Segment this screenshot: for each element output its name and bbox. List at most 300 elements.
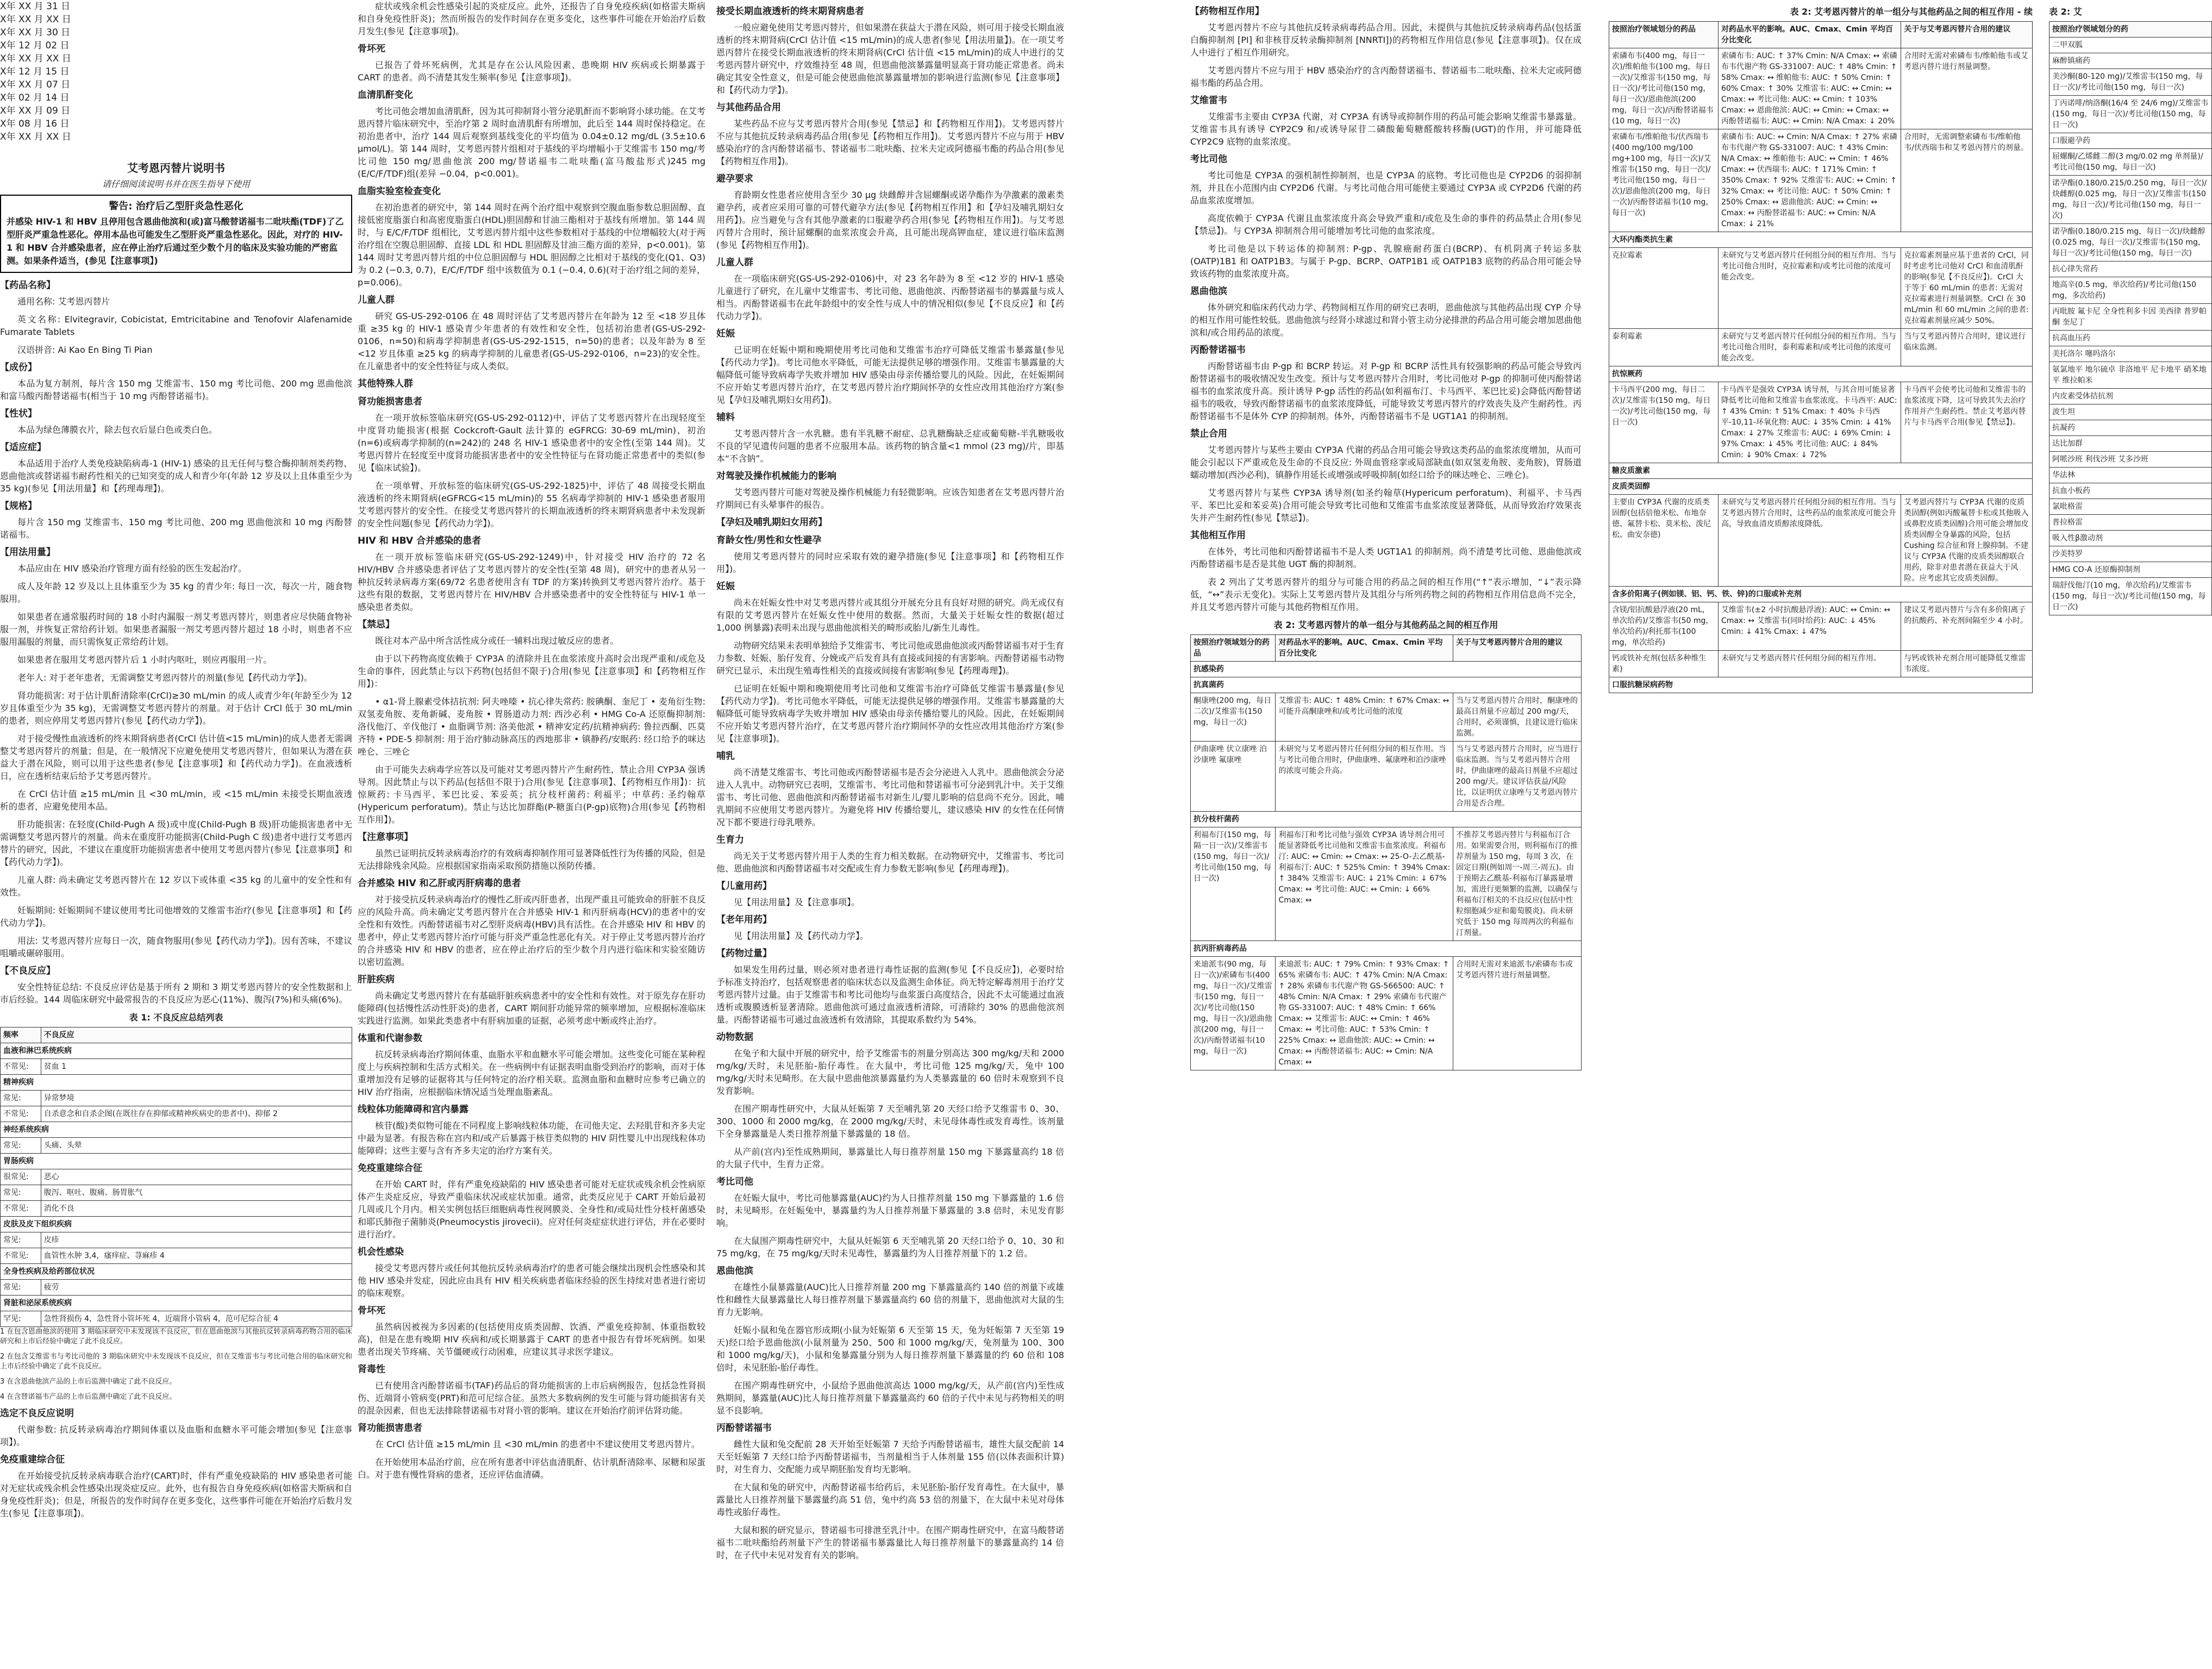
interaction-table-fragment <box>2049 21 2212 615</box>
table-cell: 建议艾考恩丙替片与含有多价阳离子的抗酸药、补充剂间隔至少 4 小时。 <box>1901 602 2033 651</box>
table-cell: 地高辛(0.5 mg，单次给药)/考比司他(150 mg，多次给药) <box>2049 277 2212 304</box>
table-cell: 常见: <box>1 1185 41 1201</box>
paragraph: 艾考恩丙替片不应与用于 HBV 感染治疗的含丙酚替诺福韦、替诺福韦二吡呋酯、拉米夫定或阿德福韦酯的药品合用。 <box>1190 65 1582 88</box>
table-row <box>1609 495 2033 587</box>
table-cell: 诺孕酯(0.180/0.215/0.250 mg，每日一次)/炔雌醇(0.025 mg，每日一次)/艾维雷韦(150 mg，每日一次)/考比司他(150 mg，每日一次) <box>2049 176 2212 224</box>
table-group-label: 血液和淋巴系统疾病 <box>1 1043 352 1059</box>
table-cell: 常见: <box>1 1280 41 1296</box>
table-cell: 索磷布韦: AUC: ↔ Cmin: N/A Cmax: ↑ 27% 索磷布韦代谢产物 GS-331007: AUC: ↑ 43% Cmin: N/A Cmax: ↔ 维帕他韦: AUC: ↔ Cmin: ↑ 46% Cmax: ↔ 伏西瑞韦: AUC: ↑ 171% Cmin: ↑ 350% Cmax: ↑ 92% 艾维雷韦: AUC: ↔ Cmin: ↑ 32% Cmax: ↔ 考比司他: AUC: ↑ 50% Cmin: ↑ 250% Cmax: ↔ 恩曲他滨: AUC: ↔ Cmin: ↔ Cmax: ↔ 丙酚替诺福韦: AUC: ↔ Cmin: N/A Cmax: ↓ 21% <box>1718 129 1901 232</box>
table-group-label: 胃肠疾病 <box>1 1154 352 1169</box>
table-row <box>2049 389 2212 404</box>
paragraph: 从产前(宫内)至性成熟期间，暴露量比人每日推荐剂量 150 mg 下暴露量高约 18 倍的大鼠子代中，生育力正常。 <box>716 1147 1064 1169</box>
table-group-row <box>1 1217 352 1232</box>
section-heading: 【禁忌】 <box>358 619 395 630</box>
table-cell: 艾维雷韦(±2 小时抗酸悬浮液): AUC: ↔ Cmin: ↔ Cmax: ↔ 艾维雷韦(同时给药): AUC: ↓ 45% Cmin: ↓ 41% Cmax: ↓ 47% <box>1718 602 1901 651</box>
table-cell: 克拉霉素剂量应基于患者的 CrCl，同时考虑考比司他对 CrCl 和血清肌酐的影响(参见【不良反应】)。CrCl 大于等于 60 mL/min 的患者: 无需对克拉霉素进行剂量调整。CrCl 在 30 mL/min 和 60 mL/min 之间的患者: 克拉霉素剂量应减少 50%。 <box>1901 248 2033 329</box>
table-row <box>2049 69 2212 96</box>
table-cell: 罕见: <box>1 1311 41 1327</box>
table-cell: 利福布汀(150 mg，每隔一日一次)/艾维雷韦(150 mg，每日一次)/考比司他(150 mg，每日一次) <box>1191 827 1276 941</box>
section-heading: 艾维雷韦 <box>1190 95 1227 106</box>
table-row <box>1609 129 2033 232</box>
paragraph: 已证明在妊娠中期和晚期使用考比司他和艾维雷韦治疗可降低艾维雷韦暴露量(参见【药代动力学】)。考比司他水平降低，可能无法提供足够的增强作用。艾维雷韦暴露量的大幅降低可能导致病毒学失败并增加 HIV 感染由母亲传播给婴儿的风险。因此，在妊娠期间不应开始艾考恩丙替片治疗，在艾考恩丙替片治疗期间怀孕的女性应改用其他治疗方案(参见【注意事项】)。 <box>716 683 1064 744</box>
paragraph: 体外研究和临床药代动力学、药物间相互作用的研究已表明，恩曲他滨与其他药品出现 CYP 介导的相互作用可能性较低。恩曲他滨与经肾小球滤过和肾小管主动分泌排泄的药品合用可能会增加恩曲他滨和/或合用药品的浓度。 <box>1190 302 1582 338</box>
column-3 <box>716 0 1064 1669</box>
table-cell: 酮康唑(200 mg，每日二次)/艾维雷韦(150 mg，每日一次) <box>1191 693 1276 742</box>
section-heading: 合并感染 HIV 和乙肝或丙肝病毒的患者 <box>358 878 521 889</box>
paragraph: 育龄期女性患者应使用含至少 30 μg 炔雌醇并含屈螺酮或诺孕酯作为孕激素的激素类避孕药，或者应采用可靠的可替代避孕方法(参见【药物相互作用】和【孕妇及哺乳期妇女用药】)。应当避免与含有其他孕激素的口服避孕药合用(参见【药物相互作用】)。与艾考恩丙替片合用时，预计屈螺酮的血浆浓度会升高，且可能出现高钾血症，建议进行临床监测(参见【药物相互作用】)。 <box>716 190 1064 250</box>
table-1-caption: 表 1: 不良反应总结列表 <box>129 1012 223 1023</box>
paragraph: • α1-肾上腺素受体拮抗剂: 阿夫唑嗪 • 抗心律失常药: 胺碘酮、奎尼丁 • 麦角衍生物: 双氢麦角胺、麦角新碱、麦角胺 • 胃肠道动力剂: 西沙必利 • HMG Co-A 还原酶抑制剂: 洛伐他汀、辛伐他汀 • 血脂调节剂: 洛美他派 • 精神安定药/抗精神病药: 鲁拉西酮、匹莫齐特 • PDE-5 抑制剂: 用于治疗肺动脉高压的西地那非 • 镇静药/安眠药: 经口给予的咪达唑仑、三唑仑 <box>358 696 705 757</box>
section-heading: 育龄女性/男性和女性避孕 <box>716 535 822 546</box>
table-cell: 伊曲康唑 伏立康唑 泊沙康唑 氟康唑 <box>1191 742 1276 812</box>
table-cell: 华法林 <box>2049 468 2212 483</box>
paragraph: 在开始接受抗反转录病毒联合治疗(CART)时，伴有严重免疫缺陷的 HIV 感染患者可能对无症状或残余机会性感染出现炎症反应。此外，也有报告自身免疫疾病(如格雷夫斯病和自身免疫性肝炎)；但是，所报告的发作时间存在更多变化，这些事件可能在开始治疗后数月发生(参见【注意事项】)。 <box>0 1471 352 1518</box>
section-heading: 血清肌酐变化 <box>358 90 413 101</box>
section-heading: 血脂实验室检查变化 <box>358 186 441 197</box>
table-row <box>2049 420 2212 436</box>
table-group-label: 抗惊厥药 <box>1609 366 2033 382</box>
paragraph: 肝功能损害: 在轻度(Child-Pugh A 级)或中度(Child-Pugh B 级)肝功能损害患者中无需调整艾考恩丙替片的剂量。尚未在重度肝功能损害(Child-Pugh C 级)患者中进行艾考恩丙替片的研究，因此，不建议在重度肝功能损害患者中使用艾考恩丙替片(参见【注意事项】和【药代动力学】)。 <box>0 819 352 867</box>
paragraph: 考比司他会增加血清肌酐，因为其可抑制肾小管分泌肌酐而不影响肾小球功能。在艾考恩丙替片临床研究中，至治疗第 2 周时血清肌酐有所增加，此后至 144 周时保持稳定。在初治患者中，治疗 144 周后观察到基线变化的平均值为 0.04±0.12 mg/dL (3.5±10.6 μmol/L)。第 144 周时，艾考恩丙替片组相对于基线的平均增幅小于艾维雷韦 150 mg/考比司他 150 mg/恩曲他滨 200 mg/替诺福韦二吡呋酯(富马酸盐形式)245 mg (E/C/F/TDF)组(差异 −0.04，p<0.001)。 <box>358 106 706 179</box>
table-2-caption: 表 2: 艾考恩丙替片的单一组分与其他药品之间的相互作用 <box>1273 620 1498 630</box>
table-cell: 不常见: <box>1 1201 41 1217</box>
table-cell: 普拉格雷 <box>2049 515 2212 531</box>
section-heading: 儿童人群 <box>358 295 395 306</box>
paragraph: 艾考恩丙替片可能对驾驶及操作机械能力有轻微影响。应该告知患者在艾考恩丙替片治疗期间已有头晕事件的报告。 <box>716 487 1065 510</box>
table-cell: 艾维雷韦: AUC: ↑ 48% Cmin: ↑ 67% Cmax: ↔ 可能升高酮康唑和/或考比司他的浓度 <box>1276 693 1453 742</box>
table-cell: 波生坦 <box>2049 404 2212 420</box>
section-heading: 辅料 <box>716 412 735 423</box>
table-group-row <box>1 1264 352 1280</box>
table-row <box>2049 452 2212 468</box>
paragraph: 对于接受慢性血液透析的终末期肾病患者(CrCl 估计值<15 mL/min)的成人患者无需调整艾考恩丙替片的剂量；但是，在一般情况下应避免使用艾考恩丙替片，但如果认为潜在获益大于潜在风险，则可以用于这些患者(参见【注意事项】和【药代动力学】)。在血液透析日，应在透析结束后给予艾考恩丙替片。 <box>0 733 352 781</box>
table-row <box>1 1280 352 1296</box>
table-row <box>1 1185 352 1201</box>
section-heading: 骨坏死 <box>358 43 385 54</box>
table-row <box>2049 346 2212 362</box>
table-group-label: 皮质类固醇 <box>1609 479 2033 495</box>
table-header-cell: 频率 <box>1 1027 41 1043</box>
table-cell: 丁丙诺啡/纳洛酮(16/4 至 24/6 mg)/艾维雷韦(150 mg，每日一次)/考比司他(150 mg，每日一次) <box>2049 96 2212 133</box>
paragraph: 在一项开放标签临床研究(GS-US-292-1249)中，针对接受 HIV 治疗的 72 名 HIV/HBV 合并感染患者评估了艾考恩丙替片的安全性(至第 48 周)，研究中的患者从另一种抗反转录病毒方案(69/72 名患者使用含有 TDF 的方案)转换到艾考恩丙替片治疗。基于这些有限的数据，艾考恩丙替片在 HIV/HBV 合并感染患者中的安全性特征与 HIV-1 单一感染患者类似。 <box>358 552 705 612</box>
document-title: 艾考恩丙替片说明书 <box>127 161 225 175</box>
table-row <box>1 1169 352 1185</box>
table-group-row <box>1 1075 352 1091</box>
paragraph: 研究 GS-US-292-0106 在 48 周时评估了艾考恩丙替片在年龄为 12 至 <18 岁且体重 ≥35 kg 的 HIV-1 感染青少年患者的有效性和安全性，包括初治患者(GS-US-292-0106，n=50)和病毒学抑制患者(GS-US-292-1515，n=50)的患者；以及年龄为 8 至 <12 岁且体重 ≥25 kg 的病毒学抑制的儿童患者(GS-US-292-0106，n=23)的安全性。在儿童患者中的安全性特征与成人类似。 <box>358 311 705 371</box>
paragraph: 在开始 CART 时，伴有严重免疫缺陷的 HIV 感染患者可能对无症状或残余机会性病原体产生炎症反应，导致严重临床状况或症状加重。通常，此类反应见于 CART 开始后最初几周或几个月内。相关实例包括巨细胞病毒性视网膜炎、全身性和/或局灶性分枝杆菌感染和耶氏肺孢子菌肺炎(Pneumocystis jirovecii)。应对任何炎症症状进行评估，并在必要时进行治疗。 <box>358 1179 705 1240</box>
table-row <box>1609 329 2033 366</box>
revision-date: X年 12 月 02 日 <box>0 40 70 51</box>
revision-date: X年 XX 月 XX 日 <box>0 53 71 64</box>
table-cell: 二甲双胍 <box>2049 38 2212 53</box>
paragraph: 艾考恩丙替片与某些主要由 CYP3A 代谢的药品合用可能会导致这类药品的血浆浓度增加，从而可能会引起以下严重或危及生命的不良反应: 外周血管痉挛或局部缺血(如双氢麦角胺、麦角胺)，胃肠道蠕动增加(西沙必利)，镇静作用延长或增强或呼吸抑制(如经口给予的咪达唑仑、三唑仑)。 <box>1190 445 1582 480</box>
revision-date: X年 12 月 15 日 <box>0 66 70 77</box>
table-row <box>2049 468 2212 483</box>
table-cell: 诺孕酯(0.180/0.215 mg，每日一次)/炔雌醇(0.025 mg，每日一次)/艾维雷韦(150 mg，每日一次)/考比司他(150 mg，每日一次) <box>2049 224 2212 261</box>
table-cell: 贫血 1 <box>41 1059 352 1075</box>
table-cell: 抗凝药 <box>2049 420 2212 436</box>
section-heading: 恩曲他滨 <box>716 1266 753 1276</box>
paragraph: 在雄性小鼠暴露量(AUC)比人日推荐剂量 200 mg 下暴露量高约 140 倍的剂量下或雄性和雌性大鼠暴露量比人每日推荐剂量下暴露量高约 60 倍的剂量下，恩曲他滨对大鼠的生育力无影响。 <box>716 1282 1064 1317</box>
table-footnote: 1 在包含恩曲他滨的使用 3 期临床研究中未发现该不良反应，但在恩曲他滨与其他抗反转录病毒药物合用的临床研究和上市后经验中确定了此不良反应。 <box>0 1328 352 1346</box>
table-row <box>2049 133 2212 149</box>
revision-date: X年 02 月 14 日 <box>0 92 70 103</box>
table-group-row <box>1 1296 352 1311</box>
table-row <box>1191 827 1582 941</box>
table-row <box>1 1311 352 1327</box>
table-group-row <box>1 1122 352 1138</box>
table-cell: 吸入性β激动剂 <box>2049 531 2212 546</box>
table-cell: 未研究与艾考恩丙替片任何组分间的相互作用。 <box>1718 651 1901 677</box>
section-heading: 哺乳 <box>716 751 735 762</box>
section-list <box>358 0 705 1481</box>
table-row <box>1 1138 352 1154</box>
paragraph: 一般应避免使用艾考恩丙替片，但如果潜在获益大于潜在风险，则可用于接受长期血液透析的终末期肾病(CrCl 估计值 <15 mL/min)的成人患者(参见【用法用量】)。在一项艾考恩丙替片在接受长期血液透析的终末期肾病(CrCl 估计值 <15 mL/min)的成人中进行的艾考恩丙替片研究中，疗效维持至 48 周，但恩曲他滨暴露量明显高于肾功能正常患者。尚未确定其安全性意义，但是可能会使恩曲他滨暴露量增加的影响进行监测(参见【注意事项】和【药代动力学】)。 <box>716 22 1065 95</box>
table-cell: 当与艾考恩丙替片合用时，酮康唑的最高日剂量不应超过 200 mg/天，合用时，必须谨慎，且建议进行临床监测。 <box>1453 693 1582 742</box>
paragraph: 在体外，考比司他和丙酚替诺福韦不是人类 UGT1A1 的抑制剂。尚不清楚考比司他、恩曲他滨或丙酚替诺福韦是否是其他 UGT 酶的抑制剂。 <box>1190 546 1582 569</box>
table-cell: 美沙酮(80-120 mg)/艾维雷韦(150 mg，每日一次)/考比司他(150 mg，每日一次) <box>2049 69 2212 96</box>
boxed-warning-title: 警告: 治疗后乙型肝炎急性恶化 <box>109 201 243 212</box>
table-cell: 抗心律失常药 <box>2049 261 2212 277</box>
section-heading: 生育力 <box>716 834 744 845</box>
table-cell: 泰利霉素 <box>1609 329 1719 366</box>
table-row <box>1609 248 2033 329</box>
paragraph: 在大鼠和兔的研究中，丙酚替诺福韦给药后，未见胚胎-胎仔发育毒性。在大鼠中，暴露量比人日推荐剂量下暴露量约高 51 倍，兔中约高 53 倍的剂量下，在大鼠中未见对母体毒性或胎仔毒性。 <box>716 1482 1064 1517</box>
paragraph: 老年人: 对于老年患者，无需调整艾考恩丙替片的剂量(参见【药代动力学】)。 <box>17 672 313 683</box>
paragraph: 本品适用于治疗人类免疫缺陷病毒-1 (HIV-1) 感染的且无任何与整合酶抑制剂类药物、恩曲他滨或替诺福韦耐药性相关的已知突变的成人和青少年(年龄 12 岁及以上且体重至少为 35 kg)(参见【用法用量】和【药理毒理】)。 <box>0 458 352 494</box>
section-heading: 肝脏疾病 <box>358 974 395 985</box>
paragraph: 已报告了骨坏死病例，尤其是存在公认风险因素、患晚期 HIV 疾病或长期暴露于 CART 的患者。尚不清楚其发生频率(参见【注意事项】)。 <box>358 60 705 83</box>
table-group-label: 全身性疾病及给药部位状况 <box>1 1264 352 1280</box>
section-heading: 妊娠 <box>716 581 735 592</box>
paragraph: 接受艾考恩丙替片或任何其他抗反转录病毒治疗的患者可能会继续出现机会性感染和其他 HIV 感染并发症，因此应由具有 HIV 相关疾病患者临床经验的医生持续对患者进行密切的临床观察。 <box>358 1263 706 1298</box>
table-header-cell: 关于与艾考恩丙替片合用的建议 <box>1901 22 2033 48</box>
table-group-row <box>1191 662 1582 677</box>
section-heading: 妊娠 <box>716 328 735 339</box>
table-group-label: 抗真菌药 <box>1191 677 1582 693</box>
paragraph: 用法: 艾考恩丙替片应每日一次，随食物服用(参见【药代动力学】)。因有苦味，不建议咀嚼或碾碎服用。 <box>0 936 352 958</box>
section-heading: 骨坏死 <box>358 1305 385 1316</box>
paragraph: 通用名称: 艾考恩丙替片 <box>17 296 110 307</box>
table-group-label: 神经系统疾病 <box>1 1122 352 1138</box>
revision-date: X年 XX 月 XX 日 <box>0 14 71 25</box>
paragraph: 在兔子和大鼠中开展的研究中，给予艾维雷韦的剂量分别高达 300 mg/kg/天和 2000 mg/kg/天时，未见胚胎-胎仔毒性。在大鼠中，考比司他 125 mg/kg/天，兔中 100 mg/kg/天时未见畸形。在大鼠中恩曲他滨暴露量约为人类暴露量的 60 倍时未观察到不良发育影响。 <box>716 1048 1064 1096</box>
revision-date: X年 XX 月 31 日 <box>0 1 71 12</box>
paragraph: 考比司他是 CYP3A 的强机制性抑制剂，也是 CYP3A 的底物。考比司他也是 CYP2D6 的弱抑制剂，并且在小范围内由 CYP2D6 代谢。与考比司他合用可能使主要通过 CYP3A 或 CYP2D6 代谢的药品血浆浓度增加。 <box>1190 170 1582 205</box>
paragraph: 由于可能失去病毒学应答以及可能对艾考恩丙替片产生耐药性，禁止合用 CYP3A 强诱导剂。因此禁止与以下药品(包括但不限于)合用(参见【注意事项】、【药物相互作用】)：抗惊厥药: 卡马西平、苯巴比妥、苯妥英；抗分枝杆菌药: 利福平；中草药: 圣约翰草 (Hypericum perforatum)。禁止与达比加群酯(P-糖蛋白(P-gp)底物)合用(参见【药物相互作用】)。 <box>358 764 705 825</box>
section-heading: 其他相互作用 <box>1190 530 1246 541</box>
table-row <box>2049 224 2212 261</box>
paragraph: 如果患者在通常服药时间的 18 小时内漏服一剂艾考恩丙替片，则患者应尽快随食物补服一剂，并恢复正常给药计划。如果患者漏服一剂艾考恩丙替片超过 18 小时，则患者不应服用漏服的剂量，而只需恢复正常给药计划。 <box>0 612 352 647</box>
table-header-cell: 按照治疗领域划分的药品 <box>1609 22 1719 48</box>
table-cell: 氯吡格雷 <box>2049 499 2212 515</box>
table-row <box>2049 499 2212 515</box>
table-cell: 不常见: <box>1 1248 41 1264</box>
paragraph: 对于接受抗反转录病毒治疗的慢性乙肝或丙肝患者，出现严重且可能致命的肝脏不良反应的风险升高。尚未确定艾考恩丙替片在合并感染 HIV-1 和丙肝病毒(HCV)的患者中的安全性和有效性。丙酚替诺福韦对乙型肝炎病毒(HBV)具有活性。在合并感染 HIV 和 HBV 的患者中，停止艾考恩丙替片治疗可能与肝炎严重急性恶化有关。对于停止艾考恩丙替片治疗的合并感染 HIV 和 HBV 的患者，应在停止治疗后的至少数个月内进行临床和实验室随访以密切监测。 <box>358 894 706 967</box>
table-header-cell: 不良反应 <box>41 1027 352 1043</box>
table-cell: 未研究与艾考恩丙替片任何组分间的相互作用。当与考比司他合用时，伊曲康唑、氟康唑和泊沙康唑的浓度可能会升高。 <box>1276 742 1453 812</box>
paragraph: 每片含 150 mg 艾维雷韦、150 mg 考比司他、200 mg 恩曲他滨和 10 mg 丙酚替诺福韦。 <box>0 517 352 540</box>
table-row <box>1609 602 2033 651</box>
paragraph: 由于以下药物高度依赖于 CYP3A 的清除并且在血浆浓度升高时会出现严重和/或危及生命的事件，因此禁止与以下药物(包括但不限于)合用(参见【注意事项】和【药物相互作用】)： <box>358 653 705 689</box>
section-heading: 【老年用药】 <box>716 914 772 925</box>
paragraph: 在一项临床研究(GS-US-292-0106)中，对 23 名年龄为 8 至 <12 岁的 HIV-1 感染儿童进行了研究，在儿童中艾维雷韦、考比司他、恩曲他滨、丙酚替诺福韦的暴露量与成人相当。丙酚替诺福韦在此年龄组中的安全性与成人中的情况相似(参见【不良反应】和【药代动力学】)。 <box>716 273 1065 321</box>
table-row <box>1 1106 352 1122</box>
table-cell: 自杀意念和自杀企图(在既往存在抑郁或精神疾病史的患者中)、抑郁 2 <box>41 1106 352 1122</box>
table-cell: 未研究与艾考恩丙替片任何组分间的相互作用。当与考比司他合用时，泰利霉素和/或考比司他的浓度可能会改变。 <box>1718 329 1901 366</box>
table-row <box>2049 304 2212 331</box>
table-group-row <box>1191 941 1582 957</box>
paragraph: 本品为绿色薄膜衣片，除去包衣后显白色或类白色。 <box>17 425 218 435</box>
table-group-row <box>1 1154 352 1169</box>
paragraph: 艾考恩丙替片与某些 CYP3A 诱导剂(如圣约翰草(Hypericum perforatum)、利福平、卡马西平、苯巴比妥和苯妥英)合用可能会导致考比司他和艾维雷韦血浆浓度显著降低，从而导致治疗效果丧失并产生耐药性(参见【禁忌】)。 <box>1190 488 1582 523</box>
table-group-row <box>1609 677 2033 693</box>
paragraph: 大鼠和猴的研究显示，替诺福韦可排泄至乳汁中。在围产期毒性研究中，在富马酸替诺福韦二吡呋酯给药剂量下产生的替诺福韦暴露量比人每日推荐剂量下的暴露量高约 14 倍时，在子代中未见对发育有关的影响。 <box>716 1525 1065 1560</box>
table-group-label: 糖皮质激素 <box>1609 463 2033 479</box>
adverse-reaction-table <box>0 1027 352 1327</box>
column-4 <box>1190 0 1582 1669</box>
table-cell: 常见: <box>1 1232 41 1248</box>
table-group-label: 含多价阳离子(例如镁、铝、钙、铁、锌)的口服或补充剂 <box>1609 587 2033 602</box>
table-cell: 达比加群 <box>2049 436 2212 452</box>
table-cell: 沙美特罗 <box>2049 546 2212 562</box>
table-cell: 恶心 <box>41 1169 352 1185</box>
section-heading: 【药品名称】 <box>0 280 55 291</box>
interaction-table-continued <box>1609 21 2033 693</box>
paragraph: 在妊娠大鼠中，考比司他暴露量(AUC)约为人日推荐剂量 150 mg 下暴露量的 1.6 倍时，未见畸形。在妊娠兔中，暴露量约为人日推荐剂量下暴露量的 3.8 倍时，未见发育影响。 <box>716 1193 1064 1228</box>
section-heading: 肾功能损害患者 <box>358 1423 422 1434</box>
paragraph: 高度依赖于 CYP3A 代谢且血浆浓度升高会导致严重和/或危及生命的事件的药品禁止合用(参见【禁忌】)。与 CYP3A 抑制剂合用可能增加考比司他的血浆浓度。 <box>1190 213 1582 236</box>
table-cell: 来迪派韦: AUC: ↑ 79% Cmin: ↑ 93% Cmax: ↑ 65% 索磷布韦: AUC: ↑ 47% Cmin: N/A Cmax: ↑ 28% 索磷布韦代谢产物 GS-566500: AUC: ↑ 48% Cmin: N/A Cmax: ↑ 29% 索磷布韦代谢产物 GS-331007: AUC: ↑ 48% Cmin: ↑ 66% Cmax: ↔ 艾维雷韦: AUC: ↔ Cmin: ↑ 46% Cmax: ↔ 考比司他: AUC: ↑ 53% Cmin: ↑ 225% Cmax: ↔ 恩曲他滨: AUC: ↔ Cmin: ↔ Cmax: ↔ 丙酚替诺福韦: AUC: ↔ Cmin: N/A Cmax: ↔ <box>1276 957 1453 1070</box>
section-heading: 动物数据 <box>716 1032 753 1043</box>
table-row <box>2049 53 2212 69</box>
paragraph: 在一项单臂、开放标签的临床研究(GS-US-292-1825)中，评估了 48 周接受长期血液透析的终末期肾病(eGFRCG<15 mL/min)的 55 名病毒学抑制的 HIV-1 感染患者服用艾考恩丙替片的安全性。在接受艾考恩丙替片的长期血液透析的终末期肾病患者中未发现新的安全性问题(参见【药代动力学】)。 <box>358 481 706 528</box>
paragraph: 妊娠期间: 妊娠期间不建议使用考比司他增效的艾维雷韦治疗(参见【注意事项】和【药代动力学】)。 <box>0 905 352 928</box>
column-5 <box>1609 0 2033 1669</box>
paragraph: 艾维雷韦主要由 CYP3A 代谢，对 CYP3A 有诱导或抑制作用的药品可能会影响艾维雷韦暴露量。艾维雷韦具有诱导 CYP2C9 和/或诱导尿苷二磷酸葡萄糖醛酸转移酶(UGT)的作用，并可能降低 CYP2C9 底物的血浆浓度。 <box>1190 111 1582 147</box>
section-heading: 【成份】 <box>0 362 37 373</box>
section-heading: 避孕要求 <box>716 173 753 184</box>
interaction-table <box>1190 634 1582 1070</box>
column-6 <box>2049 0 2209 1669</box>
paragraph: 虽然病因被视为多因素的(包括使用皮质类固醇、饮酒、严重免疫抑制、体重指数较高)，但是在患有晚期 HIV 疾病和/或长期暴露于 CART 的患者中报告有骨坏死病例。如果患者出现关节疼痛、关节僵硬或行动困难，应建议其寻求医学建议。 <box>358 1322 705 1357</box>
section-heading: 【注意事项】 <box>358 832 413 843</box>
table-cell: 钙或铁补充剂(包括多种维生素) <box>1609 651 1719 677</box>
section-heading: 其他特殊人群 <box>358 378 413 389</box>
table-row <box>2049 546 2212 562</box>
table-cell: 利福布汀和考比司他与强效 CYP3A 诱导剂合用可能显著降低考比司他和艾维雷韦血浆浓度。利福布汀: AUC: ↔ Cmin: ↔ Cmax: ↔ 25-O-去乙酰基-利福布汀: AUC: ↑ 525% Cmin: ↑ 394% Cmax: ↑ 384% 艾维雷韦: AUC: ↓ 21% Cmin: ↓ 67% Cmax: ↔ 考比司他: AUC: ↔ Cmin: ↓ 66% Cmax: ↔ <box>1276 827 1453 941</box>
table-cell: 丙吡胺 氟卡尼 全身性利多卡因 美西律 普罗帕酮 奎尼丁 <box>2049 304 2212 331</box>
table-cell: HMG CO-A 还原酶抑制剂 <box>2049 562 2212 578</box>
section-heading: 体重和代谢参数 <box>358 1033 422 1044</box>
table-cell: 未研究与艾考恩丙替片任何组分间的相互作用。当与考比司他合用时，克拉霉素和/或考比司他的浓度可能会改变。 <box>1718 248 1901 329</box>
table-row <box>2049 331 2212 346</box>
section-heading: 对驾驶及操作机械能力的影响 <box>716 471 836 482</box>
table-cell: 当与艾考恩丙替片合用时，应当进行临床监测。当与艾考恩丙替片合用时，伊曲康唑的最高日剂量不应超过 200 mg/天。建议评估获益/风险比，以证明伏立康唑与艾考恩丙替片合用是否合理。 <box>1453 742 1582 812</box>
section-heading: 【适应症】 <box>0 442 46 453</box>
table-cell: 合用时，无需调整索磷布韦/维帕他韦/伏西瑞韦和艾考恩丙替片的剂量。 <box>1901 129 2033 232</box>
table-cell: 卡马西平是强效 CYP3A 诱导剂，与其合用可能显著降低考比司他和艾维雷韦血浆浓度。卡马西平: AUC: ↑ 43% Cmin: ↑ 51% Cmax: ↑ 40% 卡马西平-10,11-环氧化物: AUC: ↓ 35% Cmin: ↓ 41% Cmax: ↓ 27% 艾维雷韦: AUC: ↓ 69% Cmin: ↓ 97% Cmax: ↓ 45% 考比司他: AUC: ↓ 84% Cmin: ↓ 90% Cmax: ↓ 72% <box>1718 382 1901 463</box>
table-row <box>2049 38 2212 53</box>
section-heading: 选定不良反应说明 <box>0 1408 74 1419</box>
paragraph: 已有使用含丙酚替诺福韦(TAF)药品后的肾功能损害的上市后病例报告，包括急性肾损伤、近端肾小管病变(PRT)和范可尼综合征。虽然大多数病例的发生可能与肾功能损害有关的混杂因素，但也无法排除替诺福韦对肾小管的影响。建议在开始治疗前评估肾功能。 <box>358 1380 705 1416</box>
table-2-continued-caption: 表 2: 艾考恩丙替片的单一组分与其他药品之间的相互作用 - 续 <box>1790 7 2033 17</box>
table-cell: 不推荐艾考恩丙替片与利福布汀合用。如果需要合用，则利福布汀的推荐剂量为 150 mg，每周 3 次，在固定日期(例如周一-周三-周五)。由于预期去乙酰基-利福布汀暴露量增加，需进行更频繁的监测，以确保与利福布汀相关的不良反应(包括中性粒细胞减少症和葡萄膜炎)。尚未研究低于 150 mg 每周两次的利福布汀剂量。 <box>1453 827 1582 941</box>
table-group-label: 口服抗糖尿病药物 <box>1609 677 2033 693</box>
section-heading: 线粒体功能障碍和宫内暴露 <box>358 1104 468 1115</box>
table-row <box>2049 531 2212 546</box>
paragraph: 动物研究结果未表明单独给予艾维雷韦、考比司他或恩曲他滨或丙酚替诺福韦对于生育力参数、妊娠、胎仔发育、分娩或产后发育具有直接或间接的有害影响。丙酚替诺福韦动物研究已显示，未出现生殖毒性相关的直接或间接有害影响(参见【药理毒理】)。 <box>716 640 1065 676</box>
paragraph: 艾考恩丙替片含一水乳糖。患有半乳糖不耐症、总乳糖酶缺乏症或葡萄糖-半乳糖吸收不良的罕见遗传问题的患者不应服用本品。该药物的钠含量<1 mmol (23 mg)/片，即基本“不含钠”。 <box>716 428 1064 464</box>
revision-date: X年 XX 月 07 日 <box>0 79 71 90</box>
paragraph: 在 CrCl 估计值 ≥15 mL/min 且 <30 mL/min 的患者中不建议使用艾考恩丙替片。 <box>375 1439 700 1449</box>
table-cell: 口服避孕药 <box>2049 133 2212 149</box>
paragraph: 成人及年龄 12 岁及以上且体重至少为 35 kg 的青少年: 每日一次，每次一片，随食物服用。 <box>0 581 352 604</box>
paragraph: 在一项开放标签临床研究(GS-US-292-0112)中，评估了艾考恩丙替片在出现轻度至中度肾功能损害(根据 Cockcroft-Gault 法计算的 eGFRCG: 30-69 mL/min)，初治(n=6)或病毒学抑制的(n=242)的 248 名 HIV-1 感染患者中的安全性(至第 144 周)。艾考恩丙替片在轻度至中度肾功能损害患者中的安全性特征与在肾功能正常患者中的类似(参见【临床试验】)。 <box>358 413 705 473</box>
section-list <box>1190 5 1582 613</box>
table-cell: 氨氯地平 地尔硫卓 非洛地平 尼卡地平 硝苯地平 维拉帕米 <box>2049 362 2212 389</box>
table-cell: 血管性水肿 3,4，瘙痒症、荨麻疹 4 <box>41 1248 352 1264</box>
paragraph: 艾考恩丙替片不应与其他抗反转录病毒药品合用。因此，未提供与其他抗反转录病毒药品(包括蛋白酶抑制剂 [PI] 和非核苷反转录酶抑制剂 [NNRTI])的药物相互作用信息(参见【注意事项】)。仅在成人中进行了相互作用研究。 <box>1190 22 1582 58</box>
paragraph: 丙酚替诺福韦由 P-gp 和 BCRP 转运。对 P-gp 和 BCRP 活性具有较强影响的药品可能会导致丙酚替诺福韦的吸收情况发生改变。预计与艾考恩丙替片合用时，考比司他对 P-gp 的抑制可使丙酚替诺福韦的血浆浓度升高。预计诱导 P-gp 活性的药品(如利福布汀、卡马西平、苯巴比妥)会降低丙酚替诺福韦的吸收，导致丙酚替诺福韦的血浆浓度降低，可能导致艾考恩丙替片的疗效丧失及产生耐药性。丙酚替诺福韦不是体外 CYP 的抑制剂。体外，丙酚替诺福韦不是 UGT1A1 的抑制剂。 <box>1190 361 1582 421</box>
revision-date-list <box>0 0 352 144</box>
paragraph: 安全性特征总结: 不良反应评估是基于所有 2 期和 3 期艾考恩丙替片的安全性数据和上市后经验。144 周临床研究中最常报告的不良反应为恶心(11%)、腹泻(7%)和头痛(6%)。 <box>0 982 352 1005</box>
table-cell: 常见: <box>1 1138 41 1154</box>
table-cell: 瑞舒伐他汀(10 mg，单次给药)/艾维雷韦(150 mg，每日一次)/考比司他(150 mg，每日一次) <box>2049 578 2212 615</box>
table-cell: 卡马西平会使考比司他和艾维雷韦的血浆浓度下降，这可导致其失去治疗作用并产生耐药性。禁止艾考恩丙替片与卡马西平合用(参见【禁忌】)。 <box>1901 382 2033 463</box>
table-cell: 未研究与艾考恩丙替片任何组分间的相互作用。当与艾考恩丙替片合用时，这些药品的血浆浓度可能会升高，导致血清皮质醇浓度降低。 <box>1718 495 1901 587</box>
paragraph: 表 2 列出了艾考恩丙替片的组分与可能合用的药品之间的相互作用(“↑”表示增加，“↓”表示降低，“↔”表示无变化)。实际上艾考恩丙替片及其组分与所列药物之间的药物相互作用信息尚不完全，并且艾考恩丙替片可能与其他药物相互作用。 <box>1190 577 1582 612</box>
table-group-label: 抗分枝杆菌药 <box>1191 812 1582 827</box>
section-heading: HIV 和 HBV 合并感染的患者 <box>358 535 482 546</box>
section-heading: 免疫重建综合征 <box>0 1454 65 1465</box>
section-heading: 肾毒性 <box>358 1364 385 1375</box>
table-group-label: 皮肤及皮下组织疾病 <box>1 1217 352 1232</box>
paragraph: 尚无关于艾考恩丙替片用于人类的生育力相关数据。在动物研究中，艾维雷韦、考比司他、恩曲他滨和丙酚替诺福韦对交配或生育力参数无影响(参见【药理毒理】)。 <box>716 851 1065 874</box>
section-list <box>0 279 352 1006</box>
section-heading: 丙酚替诺福韦 <box>716 1423 772 1434</box>
column-1 <box>0 0 355 1669</box>
table-group-label: 大环内酯类抗生素 <box>1609 232 2033 248</box>
table-group-row <box>1 1043 352 1059</box>
section-heading: 接受长期血液透析的终末期肾病患者 <box>716 6 864 17</box>
table-row <box>2049 176 2212 224</box>
table-row <box>1 1059 352 1075</box>
table-cell: 克拉霉素 <box>1609 248 1719 329</box>
table-group-row <box>1609 479 2033 495</box>
table-row <box>2049 436 2212 452</box>
paragraph: 本品应由在 HIV 感染治疗管理方面有经验的医生发起治疗。 <box>17 563 247 574</box>
table-group-row <box>1191 677 1582 693</box>
table-cell: 不常见: <box>1 1106 41 1122</box>
table-row <box>2049 362 2212 389</box>
section-heading: 【用法用量】 <box>0 547 55 558</box>
boxed-warning <box>0 195 352 273</box>
paragraph: 汉语拼音: Ai Kao En Bing Ti Pian <box>17 345 153 355</box>
section-heading: 【儿童用药】 <box>716 881 772 892</box>
table-row <box>1609 651 2033 677</box>
paragraph: 使用艾考恩丙替片的同时应采取有效的避孕措施(参见【注意事项】和【药物相互作用】)。 <box>716 551 1064 574</box>
table-cell: 很常见: <box>1 1169 41 1185</box>
table-cell: 卡马西平(200 mg，每日二次)/艾维雷韦(150 mg，每日一次)/考比司他(150 mg，每日一次) <box>1609 382 1719 463</box>
paragraph: 在围产期毒性研究中，小鼠给予恩曲他滨高达 1000 mg/kg/天，从产前(宫内)至性成熟期间，暴露量(AUC)比人每日推荐剂量下暴露量高约 60 倍的子代中未见与药物相关的明显不良影响。 <box>716 1380 1064 1416</box>
table-row <box>1191 957 1582 1070</box>
table-cell: 不常见: <box>1 1059 41 1075</box>
paragraph: 妊娠小鼠和兔在器官形成期(小鼠为妊娠第 6 天至第 15 天，兔为妊娠第 7 天至第 19 天)经口给予恩曲他滨(小鼠剂量为 250、500 和 1000 mg/kg/天，兔剂量为 100、300 和 1000 mg/kg/天)，小鼠和兔暴露量分别为人每日推荐剂量下暴露量的约 60 倍和 108 倍时，未见胚胎-胎仔毒性。 <box>716 1325 1064 1373</box>
section-heading: 与其他药品合用 <box>716 102 781 113</box>
column-2 <box>358 0 705 1669</box>
table-row <box>1609 382 2033 463</box>
table-cell: 合用时无需对来迪派韦/索磷布韦或艾考恩丙替片进行剂量调整。 <box>1453 957 1582 1070</box>
table-cell: 合用时无需对索磷布韦/维帕他韦或艾考恩丙替片进行剂量调整。 <box>1901 48 2033 129</box>
table-row <box>1609 48 2033 129</box>
paragraph: 某些药品不应与艾考恩丙替片合用(参见【禁忌】和【药物相互作用】)。艾考恩丙替片不应与其他抗反转录病毒药品合用(参见【药物相互作用】)。艾考恩丙替片不应与用于 HBV 感染治疗的含丙酚替诺福韦、替诺福韦二吡呋酯、拉米夫定或阿德福韦酯的药品合用(参见【药物相互作用】)。 <box>716 119 1064 166</box>
document-subtitle: 请仔细阅读说明书并在医生指导下使用 <box>102 179 250 189</box>
table-row <box>2049 277 2212 304</box>
paragraph: 在开始使用本品治疗前，应在所有患者中评估血清肌酐、估计肌酐清除率、尿糖和尿蛋白。对于患有慢性肾病的患者，还应评估血清磷。 <box>358 1457 706 1480</box>
section-heading: 【不良反应】 <box>0 966 55 976</box>
table-cell: 麻醉镇痛药 <box>2049 53 2212 69</box>
table-group-label: 精神疾病 <box>1 1075 352 1091</box>
table-group-label: 抗丙肝病毒药品 <box>1191 941 1582 957</box>
table-cell: 含镁/铝抗酸悬浮液(20 mL，单次给药)/艾维雷韦(50 mg，单次给药)/利托那韦(100 mg，单次给药) <box>1609 602 1719 651</box>
table-cell: 腹泻、呕吐、腹痛、肠胃胀气 <box>41 1185 352 1201</box>
table-cell: 疲劳 <box>41 1280 352 1296</box>
boxed-warning-text: 并感染 HIV-1 和 HBV 且停用包含恩曲他滨和(或)富马酸替诺福韦二吡呋酯(TDF)了乙型肝炎严重急性恶化。停用本品也可能发生乙型肝炎严重急性恶化。因此，对疗的 HIV-1 和 HBV 合并感染患者，应在停止治疗后通过至少数个月的临床及实验功能的严密监测。如果条件适当，(参见【注意事项】) <box>7 216 344 266</box>
revision-date: X年 XX 月 30 日 <box>0 27 71 38</box>
table-cell: 抗血小板药 <box>2049 483 2212 499</box>
table-cell: 头痛、头晕 <box>41 1138 352 1154</box>
paragraph: 在围产期毒性研究中，大鼠从妊娠第 7 天至哺乳第 20 天经口给予艾维雷韦 0、30、300、1000 和 2000 mg/kg，在 2000 mg/kg/天时，未见母体毒性或发育毒性。该剂量下全身暴露量是人类日推荐剂量下暴露量的 18 倍。 <box>716 1104 1064 1139</box>
table-row <box>2049 578 2212 615</box>
revision-date: X年 XX 月 09 日 <box>0 105 71 116</box>
section-heading: 考比司他 <box>1190 154 1227 165</box>
section-heading: 【药物相互作用】 <box>1190 6 1264 17</box>
paragraph: 如果患者在服用艾考恩丙替片后 1 小时内呕吐，则应再服用一片。 <box>17 655 272 665</box>
table-cell: 阿哌沙班 利伐沙班 艾多沙班 <box>2049 452 2212 468</box>
table-header-cell: 对药品水平的影响。AUC、Cmax、Cmin 平均百分比变化 <box>1276 635 1453 662</box>
section-heading: 免疫重建综合征 <box>358 1163 422 1174</box>
paragraph: 尚未在妊娠女性中对艾考恩丙替片或其组分开展充分且有良好对照的研究。尚无或仅有有限的艾考恩丙替片在妊娠女性中使用的数据。然而，大量关于妊娠女性的数据(超过 1,000 例暴露)表明未出现与恩曲他滨相关的畸形或胎儿/新生儿毒性。 <box>716 597 1065 633</box>
table-row <box>1 1201 352 1217</box>
section-list <box>716 5 1064 1561</box>
table-cell: 艾考恩丙替片与 CYP3A 代谢的皮质类固醇(例如丙酸氟替卡松或其他吸入或鼻腔皮质类固醇)合用可能会增加皮质类固醇全身暴露的风险，包括 Cushing 综合征和肾上腺抑制。不建议与 CYP3A 代谢的皮质类固醇联合用药，除非对患者潜在获益大于风险。应考虑其它皮质类固醇。 <box>1901 495 2033 587</box>
section-heading: 肾功能损害患者 <box>358 396 422 407</box>
table-cell: 当与艾考恩丙替片合用时，建议进行临床监测。 <box>1901 329 2033 366</box>
table-row <box>2049 483 2212 499</box>
paragraph: 见【用法用量】及【注意事项】。 <box>734 897 860 907</box>
paragraph: 本品为复方制剂，每片含 150 mg 艾维雷韦、150 mg 考比司他、200 mg 恩曲他滨和富马酸丙酚替诺福韦(相当于 10 mg 丙酚替诺福韦)。 <box>0 378 352 401</box>
table-cell: 索磷布韦: AUC: ↑ 37% Cmin: N/A Cmax: ↔ 索磷布韦代谢产物 GS-331007: AUC: ↑ 48% Cmin: ↑ 58% Cmax: ↔ 维帕他韦: AUC: ↑ 50% Cmin: ↑ 60% Cmax: ↑ 30% 艾维雷韦: AUC: ↔ Cmin: ↔ Cmax: ↔ 考比司他: AUC: ↔ Cmin: ↑ 103% Cmax: ↔ 恩曲他滨: AUC: ↔ Cmin: ↔ Cmax: ↔ 丙酚替诺福韦: AUC: ↔ Cmin: N/A Cmax: ↓ 20% <box>1718 48 1901 129</box>
paragraph: 考比司他是以下转运体的抑制剂: P-gp、乳腺癌耐药蛋白(BCRP)、有机阴离子转运多肽(OATP)1B1 和 OATP1B3。与属于 P-gp、BCRP、OATP1B1 或 OATP1B3 底物的药品合用可能会导致该药物的血浆浓度升高。 <box>1190 244 1582 279</box>
paragraph: 在 CrCl 估计值 ≥15 mL/min 且 <30 mL/min，或 <15 mL/min 未接受长期血液透析的患者，应避免使用本品。 <box>0 789 352 812</box>
table-row <box>1 1232 352 1248</box>
table-footnote: 4 在含替诺福韦产品的上市后监测中确定了此不良反应。 <box>0 1393 177 1401</box>
table-group-row <box>1609 232 2033 248</box>
table-group-label: 抗感染药 <box>1191 662 1582 677</box>
section-heading: 考比司他 <box>716 1176 753 1187</box>
paragraph: 肾功能损害: 对于估计肌酐清除率(CrCl)≥30 mL/min 的成人或青少年(年龄至少为 12 岁且体重至少为 35 kg)，无需调整艾考恩丙替片的剂量。对于估计 CrCl 低于 30 mL/min 的患者，则应停用艾考恩丙替片(参见【药代动力学】)。 <box>0 690 352 726</box>
table-2-fragment-caption: 表 2: 艾 <box>2049 7 2082 17</box>
section-heading: 丙酚替诺福韦 <box>1190 345 1246 356</box>
section-heading: 【性状】 <box>0 408 37 419</box>
paragraph: 如果发生用药过量，则必须对患者进行毒性证据的监测(参见【不良反应】)，必要时给予标准支持治疗，包括观察患者的临床状态以及监测生命体征。尚无特定解毒剂用于治疗艾考恩丙替片过量。由于艾维雷韦和考比司他均与血浆蛋白高度结合，因此不太可能通过血液透析或腹膜透析显著清除。恩曲他滨可通过血液透析清除，可清除约 30% 的恩曲他滨剂量。丙酚替诺福韦可通过血液透析有效清除，其提取系数约为 54%。 <box>716 964 1065 1025</box>
table-header-cell: 按照治疗领域划分的药品 <box>1191 635 1276 662</box>
section-heading: 禁止合用 <box>1190 428 1227 439</box>
table-cell: 屈螺酮/乙烯雌二醇(3 mg/0.02 mg 单剂量)/考比司他(150 mg，每日一次) <box>2049 149 2212 176</box>
table-row <box>2049 149 2212 176</box>
table-cell: 来迪派韦(90 mg，每日一次)/索磷布韦(400 mg，每日一次)/艾维雷韦(150 mg，每日一次)/考比司他(150 mg，每日一次)/恩曲他滨(200 mg，每日一次)/丙酚替诺福韦(10 mg，每日一次) <box>1191 957 1276 1070</box>
